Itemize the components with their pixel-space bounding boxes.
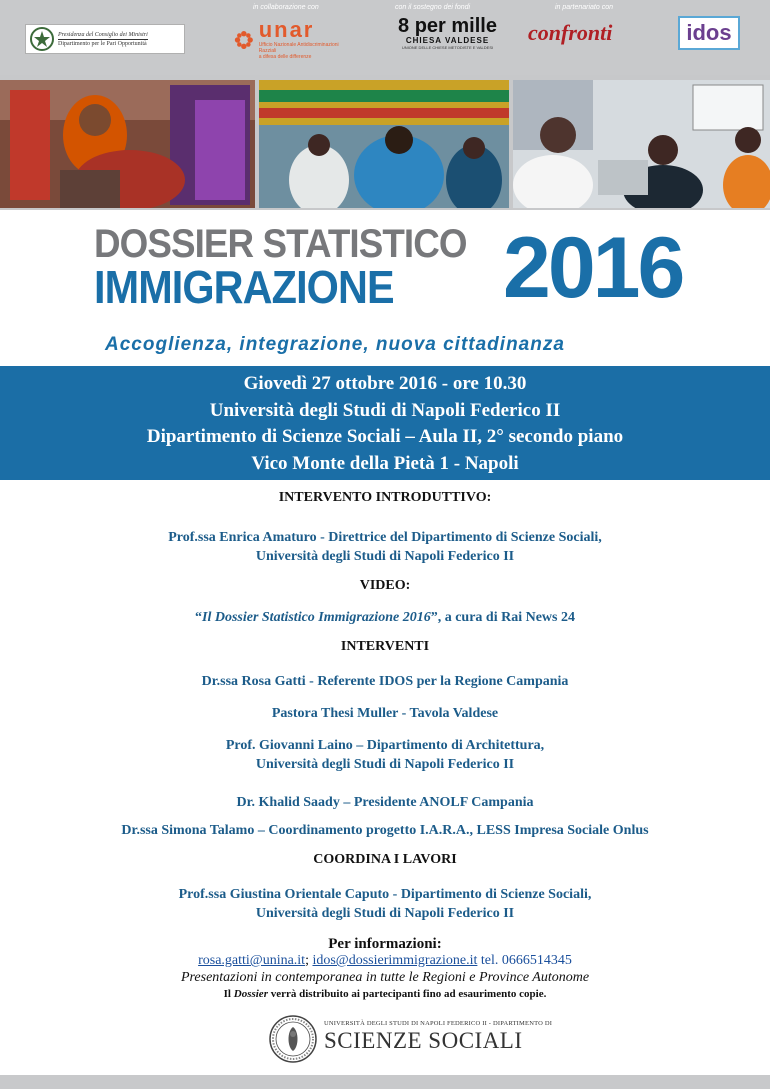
intro-speaker-line2: Università degli Studi di Napoli Federico II <box>255 549 515 564</box>
video-open-quote: “ <box>195 610 202 625</box>
event-date: Giovedì 27 ottobre 2016 - ore 10.30 <box>243 373 527 394</box>
event-department: Dipartimento di Scienze Sociali – Aula II, 2° secondo piano <box>146 426 624 447</box>
unar-name: unar <box>258 17 315 42</box>
interventi-heading: INTERVENTI <box>340 639 430 654</box>
gov-logo-line2: Dipartimento per le Pari Opportunità <box>58 40 147 47</box>
email-separator: ; <box>305 953 313 968</box>
bottom-bar <box>0 1075 770 1089</box>
distribution-prefix: Il <box>223 988 234 1000</box>
event-university: Università degli Studi di Napoli Federico II <box>209 399 561 421</box>
distribution-note <box>0 988 770 1000</box>
government-logo <box>25 24 185 54</box>
collaboration-caption: in collaborazione con <box>253 4 319 11</box>
title-year: 2016 <box>503 220 683 316</box>
footer-university-logo <box>268 1014 553 1064</box>
title-line2: IMMIGRAZIONE <box>94 261 394 313</box>
unar-logo <box>233 17 348 60</box>
video-heading: VIDEO: <box>359 578 411 593</box>
speaker-rosa-gatti: Dr.ssa Rosa Gatti - Referente IDOS per la Regione Campania <box>201 674 569 689</box>
funding-caption: con il sostegno dei fondi <box>395 4 471 11</box>
video-line <box>0 608 770 627</box>
coordinator-line1: Prof.ssa Giustina Orientale Caputo - Dipartimento di Scienze Sociali, <box>178 887 592 902</box>
partnership-caption: in partenariato con <box>555 4 613 11</box>
speaker-simona-talamo: Dr.ssa Simona Talamo – Coordinamento progetto I.A.R.A., LESS Impresa Sociale Onlus <box>121 823 649 838</box>
unar-flower-icon <box>233 28 255 52</box>
otto-per-mille-name: 8 per mille <box>398 15 497 37</box>
otto-per-mille-logo <box>395 16 500 64</box>
unar-subtitle: Ufficio Nazionale Antidiscriminazioni Razziali <box>258 42 339 54</box>
university-seal-icon <box>268 1014 318 1064</box>
distribution-dossier-word: Dossier <box>233 988 268 1000</box>
speaker-khalid-saady: Dr. Khalid Saady – Presidente ANOLF Campania <box>236 795 534 810</box>
title-line1: DOSSIER STATISTICO <box>94 222 467 266</box>
video-title: Il Dossier Statistico Immigrazione 2016 <box>202 610 431 625</box>
speaker-thesi-muller: Pastora Thesi Muller - Tavola Valdese <box>271 706 499 721</box>
subtitle: Accoglienza, integrazione, nuova cittadinanza <box>105 334 565 355</box>
event-details-band <box>0 366 770 480</box>
presentations-note: Presentazioni in contemporanea in tutte le Regioni e Province Autonome <box>180 970 590 985</box>
intro-speaker-line1: Prof.ssa Enrica Amaturo - Direttrice del Dipartimento di Scienze Sociali, <box>168 530 602 545</box>
coordination-heading: COORDINA I LAVORI <box>313 852 457 867</box>
contact-line <box>0 953 770 969</box>
idos-logo: idos <box>678 16 740 50</box>
otto-per-mille-subtitle: UNIONE DELLE CHIESE METODISTE E VALDESI <box>401 45 494 50</box>
partner-logos-strip <box>0 0 770 75</box>
coordinator-line2: Università degli Studi di Napoli Federico II <box>255 906 515 921</box>
distribution-suffix: verrà distribuito ai partecipanti fino ad esaurimento copie. <box>267 988 547 1000</box>
unar-tagline: a difesa delle differenze <box>258 54 312 60</box>
footer-department-name: SCIENZE SOCIALI <box>324 1028 523 1053</box>
confronti-logo: confronti <box>528 20 613 45</box>
chiesa-valdese-label: CHIESA VALDESE <box>405 36 490 45</box>
phone-number: tel. 0666514345 <box>477 953 572 968</box>
speaker-giovanni-laino-line2: Università degli Studi di Napoli Federico II <box>255 757 515 772</box>
info-heading: Per informazioni: <box>328 936 442 952</box>
intro-heading: INTERVENTO INTRODUTTIVO: <box>278 490 492 505</box>
italian-republic-emblem-icon <box>29 26 55 52</box>
gov-logo-line1: Presidenza del Consiglio dei Ministri <box>58 31 148 38</box>
speaker-giovanni-laino-line1: Prof. Giovanni Laino – Dipartimento di Architettura, <box>225 738 545 753</box>
photo-group-meeting <box>259 80 509 208</box>
photo-office-women <box>513 80 770 208</box>
photo-market-vendor <box>0 80 255 208</box>
photo-banner <box>0 75 770 210</box>
video-credit: ”, a cura di Rai News 24 <box>430 610 575 625</box>
footer-university-name: UNIVERSITÀ DEGLI STUDI DI NAPOLI FEDERICO II - DIPARTIMENTO DI <box>324 1020 553 1027</box>
event-address: Vico Monte della Pietà 1 - Napoli <box>251 452 519 474</box>
email-link-rosa-gatti[interactable]: rosa.gatti@unina.it <box>198 953 306 968</box>
email-link-idos[interactable]: idos@dossierimmigrazione.it <box>312 953 478 968</box>
